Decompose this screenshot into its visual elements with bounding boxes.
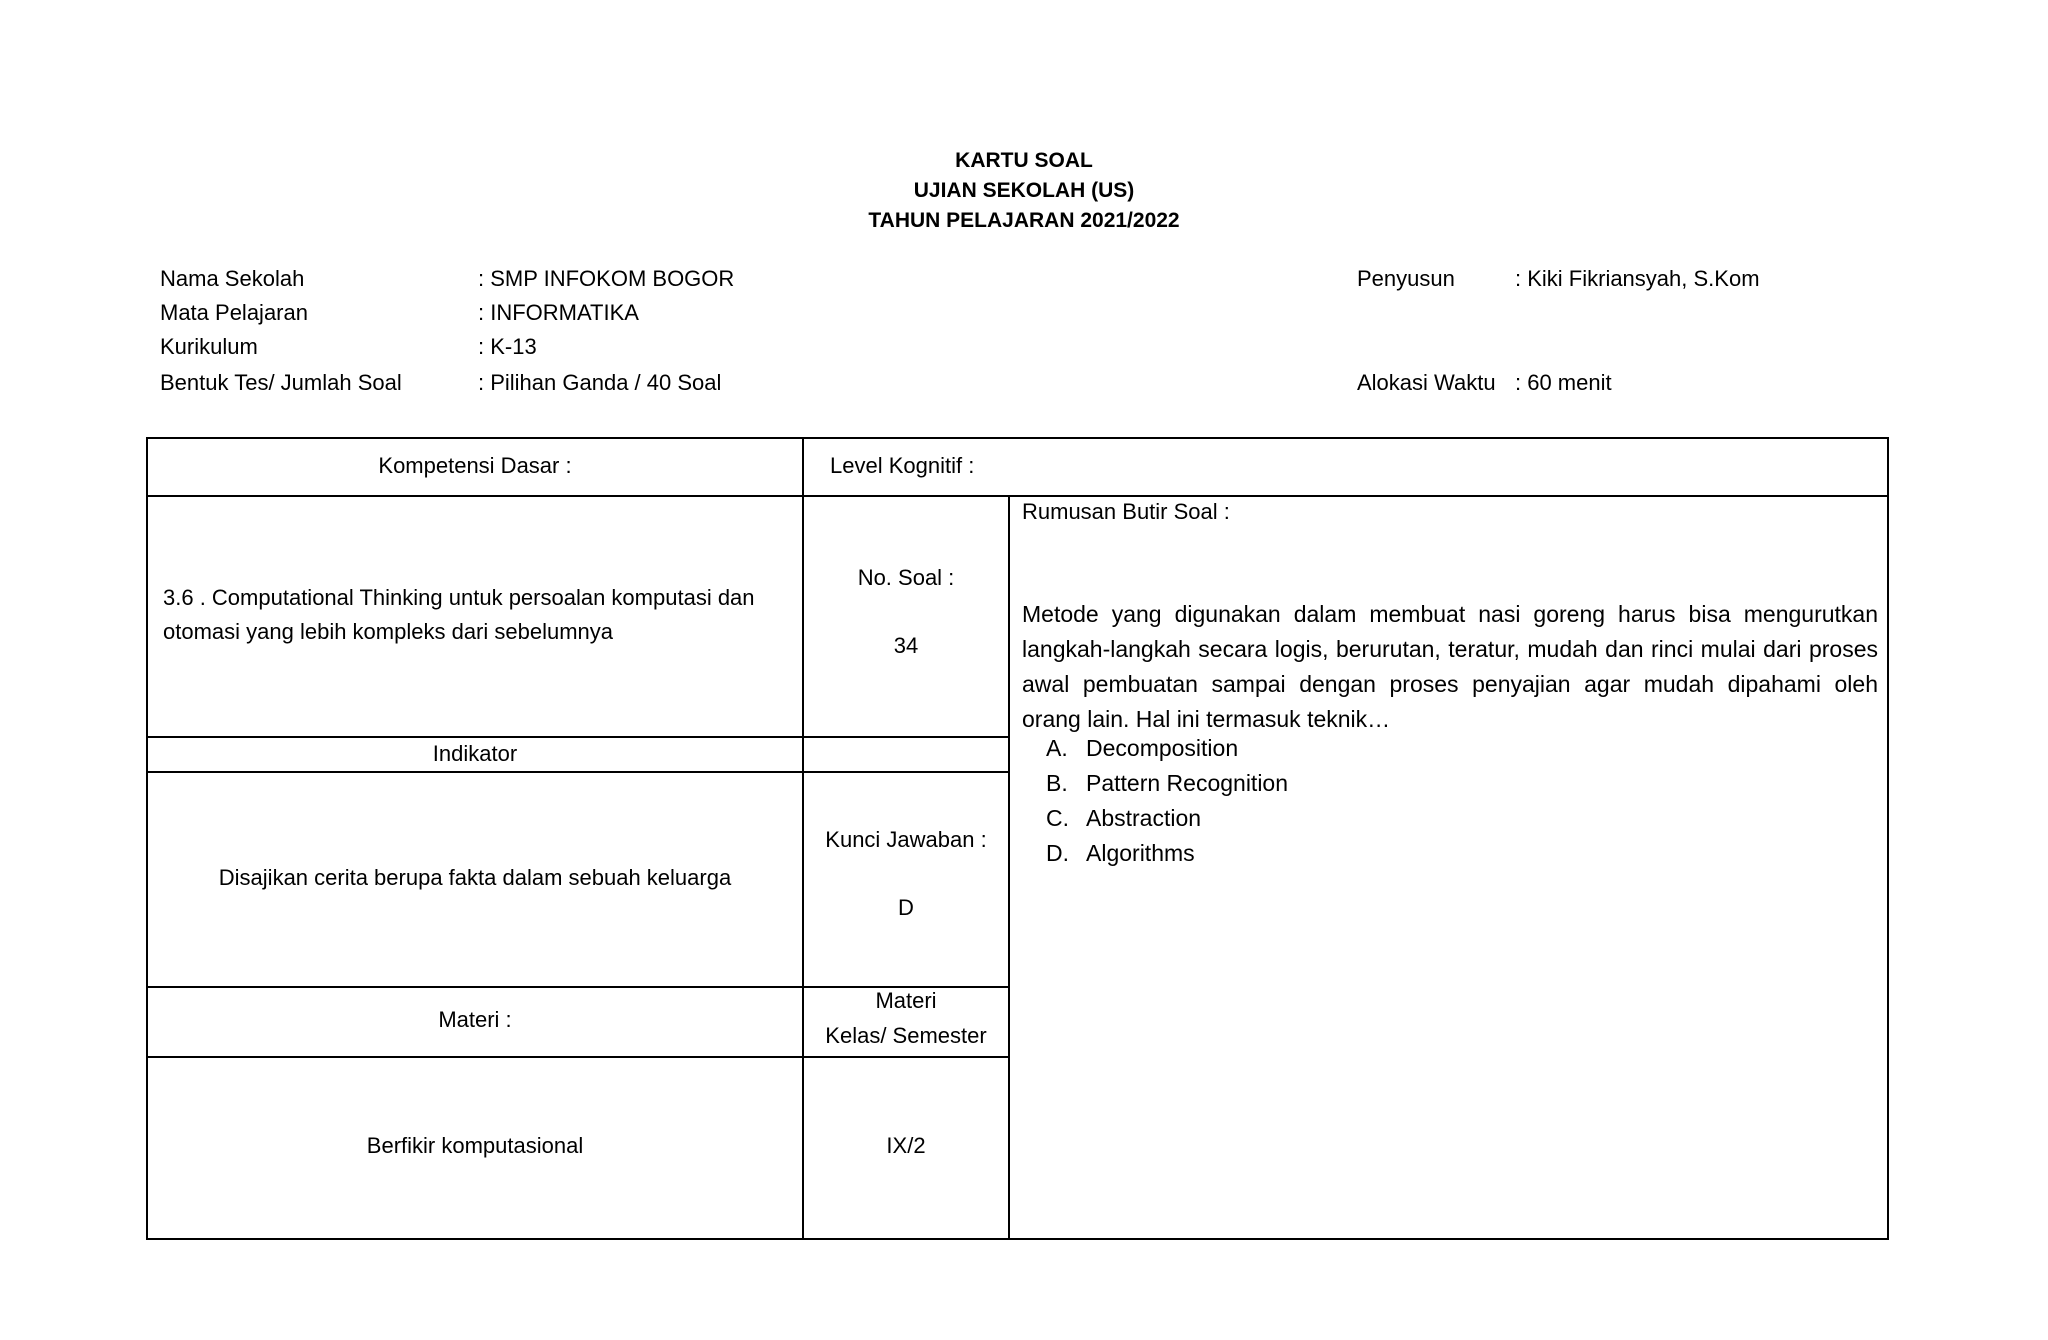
doc-title-line2: UJIAN SEKOLAH (US)	[913, 179, 1135, 202]
question-text: Metode yang digunakan dalam membuat nasi goreng harus bisa mengurutkan langkah-langkah secara logis, berurutan, teratur, mudah dan rinci mulai dari proses awal pembuatan sampai dengan proses penyajian agar mudah dipahami oleh orang lain. Hal ini termasuk teknik…	[1022, 601, 1878, 732]
question-number-label: No. Soal :	[857, 565, 955, 590]
option-d	[1046, 836, 1288, 871]
table-divider-v2	[1008, 496, 1010, 1240]
question-number-value: 34	[893, 633, 919, 658]
option-b-key: B.	[1046, 770, 1068, 796]
kd-header: Kompetensi Dasar :	[378, 453, 572, 478]
time-allocation-label: Alokasi Waktu	[1357, 370, 1496, 395]
answer-key-value: D	[898, 895, 914, 920]
option-d-text: Algorithms	[1086, 840, 1195, 866]
time-allocation-value: : 60 menit	[1515, 370, 1612, 395]
level-header: Level Kognitif :	[830, 453, 975, 478]
table-divider-h1	[146, 495, 1889, 497]
option-c	[1046, 801, 1288, 836]
option-c-key: C.	[1046, 805, 1069, 831]
subject-value: : INFORMATIKA	[478, 300, 639, 325]
table-border-left	[146, 437, 148, 1240]
option-d-key: D.	[1046, 840, 1069, 866]
answer-options	[1046, 731, 1288, 871]
material-header: Materi :	[438, 1007, 512, 1032]
material-text: Berfikir komputasional	[366, 1133, 584, 1158]
curriculum-label: Kurikulum	[160, 334, 258, 359]
material-class-label-line1: Materi	[875, 988, 937, 1013]
subject-label: Mata Pelajaran	[160, 300, 308, 325]
option-b	[1046, 766, 1288, 801]
answer-key-label: Kunci Jawaban :	[825, 827, 987, 852]
option-a-text: Decomposition	[1086, 735, 1239, 761]
question-card-table	[146, 437, 1889, 1240]
option-a	[1046, 731, 1288, 766]
material-class-label-line2: Kelas/ Semester	[825, 1023, 987, 1048]
school-name-value: : SMP INFOKOM BOGOR	[478, 266, 735, 291]
table-divider-h3	[146, 771, 1009, 773]
doc-title-line1: KARTU SOAL	[955, 149, 1093, 172]
table-border-top	[146, 437, 1889, 439]
test-form-value: : Pilihan Ganda / 40 Soal	[478, 370, 722, 395]
author-value: : Kiki Fikriansyah, S.Kom	[1515, 266, 1760, 291]
test-form-label: Bentuk Tes/ Jumlah Soal	[160, 370, 402, 395]
indicator-text: Disajikan cerita berupa fakta dalam sebuah keluarga	[218, 865, 732, 890]
option-c-text: Abstraction	[1086, 805, 1202, 831]
table-border-right	[1887, 437, 1889, 1240]
school-name-label: Nama Sekolah	[160, 266, 305, 291]
question-formulation-label: Rumusan Butir Soal :	[1022, 499, 1230, 524]
option-b-text: Pattern Recognition	[1086, 770, 1289, 796]
option-a-key: A.	[1046, 735, 1068, 761]
table-border-bottom	[146, 1238, 1889, 1240]
indicator-header: Indikator	[432, 741, 518, 766]
doc-title-line3: TAHUN PELAJARAN 2021/2022	[868, 209, 1180, 232]
kd-text: 3.6 . Computational Thinking untuk persoalan komputasi dan otomasi yang lebih kompleks dari sebelumnya	[163, 585, 755, 644]
curriculum-value: : K-13	[478, 334, 537, 359]
table-divider-h5	[146, 1056, 1009, 1058]
class-semester-value: IX/2	[886, 1133, 926, 1158]
author-label: Penyusun	[1357, 266, 1455, 291]
